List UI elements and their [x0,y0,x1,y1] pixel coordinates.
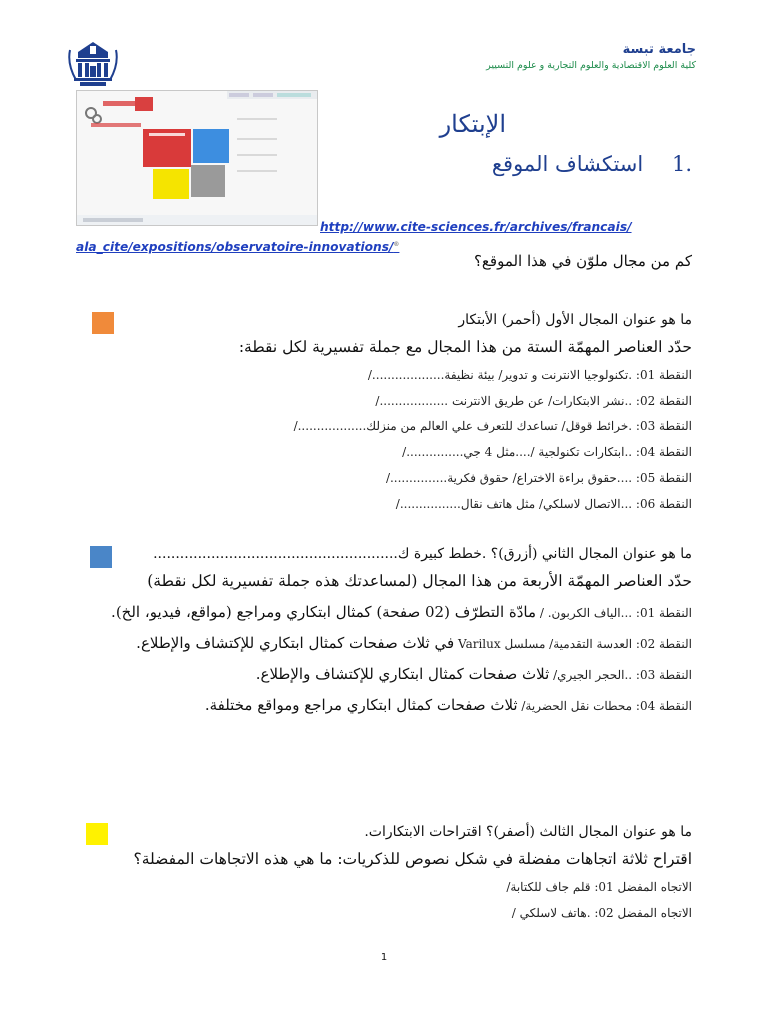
domain2-point-4 [205,695,692,714]
link-mark: ® [393,241,400,248]
domain1-question: ما هو عنوان المجال الأول (أحمر) الأبتكار [458,312,692,328]
domain2-point-1 [111,602,692,621]
domain3-instruction: اقتراح ثلاثة اتجاهات مفضلة في شكل نصوص للذكريات: ما هي هذه الاتجاهات المفضلة؟ [133,850,692,868]
domain2-point-2 [136,633,692,652]
domain2-question: ما هو عنوان المجال الثاني (أزرق)؟ .خطط كبيرة ك....................................................... [153,546,692,562]
domain2-instruction: حدّد العناصر المهمّة الأربعة من هذا المجال (لمساعدتك هذه جملة تفسيرية لكل نقطة) [147,572,692,590]
faculty-name: كلية العلوم الاقتصادية والعلوم التجارية و علوم التسيير [486,60,696,71]
domain1-point-6: النقطة 06: ...الاتصال لاسلكي/ مثل هاتف نقال................/ [395,497,692,511]
orange-square [92,312,114,334]
section-label: استكشاف الموقع [491,152,644,176]
question-count: كم من مجال ملوّن في هذا الموقع؟ [473,252,692,270]
domain1-point-4: النقطة 04: ..ابتكارات تكنولجية /....مثل 4 جي.............../ [402,445,692,459]
domain2-point-3 [256,664,692,683]
university-header [316,42,696,71]
domain2-point-2-text: في ثلاث صفحات كمثال ابتكاري للإكتشاف والإطلاع. [136,634,455,652]
url-line-1[interactable]: http://www.cite-sciences.fr/archives/francais/ [320,220,632,234]
website-link[interactable] [76,218,696,256]
yellow-square [86,823,108,845]
university-logo [66,40,120,88]
domain3-point-1: الاتجاه المفضل 01: قلم جاف للكتابة/ [506,880,692,894]
domain1-point-3: النقطة 03: .خرائط قوقل/ تساعدك للتعرف علي العالم من منزلك................../ [293,419,692,433]
university-name: جامعة تبسة [622,42,696,57]
page-number: 1 [380,952,388,963]
domain2-point-4-label: النقطة 04: محطات نقل الحضرية/ [517,699,692,713]
domain3-point-2: الاتجاه المفضل 02: .هاتف لاسلكي / [511,906,692,920]
page-title: الإبتكار [439,110,506,138]
domain2-point-3-text: ثلاث صفحات كمثال ابتكاري للإكتشاف والإطلاع. [255,665,550,683]
website-screenshot [76,90,318,226]
domain2-point-3-label: النقطة 03: ..الحجر الجيري/ [549,668,692,682]
section-number: .1 [671,152,692,176]
domain2-point-1-text: مادّة التطرّف (02 صفحة) كمثال ابتكاري ومراجع (مواقع، فيديو، الخ). [111,603,537,621]
domain1-point-2: النقطة 02: ..نشر الابتكارات/ عن طريق الانترنت ................../ [375,394,692,408]
url-line-2[interactable]: ala_cite/expositions/observatoire-innovations/ [76,240,394,255]
domain1-point-1: النقطة 01: .تكنولوجيا الانترنت و تدوير/ بيئة نظيفة.................../ [367,368,692,382]
domain2-point-2-label: النقطة 02: العدسة التقدمية/ مسلسل Varilux [454,637,692,651]
section-heading [492,152,692,176]
domain1-point-5: النقطة 05: ....حقوق براءة الاختراع/ حقوق فكرية.............../ [385,471,692,485]
domain2-point-1-label: النقطة 01: ...الياف الكربون. / [536,606,692,620]
domain3-question: ما هو عنوان المجال الثالث (أصفر)؟ اقتراحات الابتكارات. [364,824,692,840]
domain2-point-4-text: ثلاث صفحات كمثال ابتكاري مراجع ومواقع مختلفة. [204,696,518,714]
blue-square [90,546,112,568]
domain1-instruction: حدّد العناصر المهمّة الستة من هذا المجال مع جملة تفسيرية لكل نقطة: [238,338,692,356]
